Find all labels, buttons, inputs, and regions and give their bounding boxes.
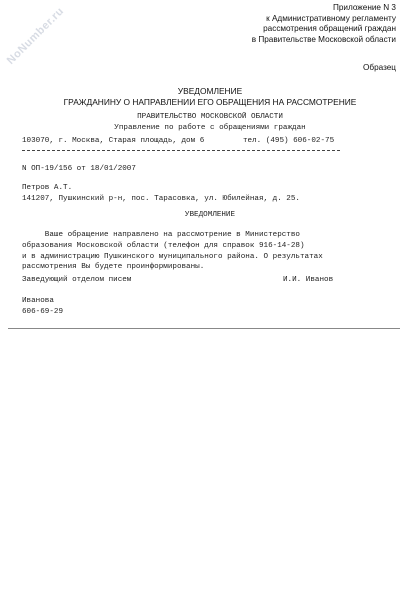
- address-divider: [22, 150, 340, 151]
- body-line-3: и в администрацию Пушкинского муниципального района. О результатах: [22, 252, 323, 261]
- org-name: ПРАВИТЕЛЬСТВО МОСКОВСКОЙ ОБЛАСТИ: [137, 113, 283, 121]
- signer-name: И.И. Иванов: [283, 276, 334, 284]
- watermark: NoNumber.ru: [4, 5, 67, 67]
- appendix-line-4: в Правительстве Московской области: [251, 34, 396, 44]
- appendix-line-2: к Административному регламенту: [266, 13, 396, 23]
- document-title: [0, 86, 420, 107]
- notice-heading: УВЕДОМЛЕНИЕ: [184, 211, 236, 219]
- org-department: Управление по работе с обращениями граждан: [114, 124, 306, 132]
- appendix-block: [252, 3, 396, 45]
- organization-header: [0, 112, 420, 134]
- title-line-2: ГРАЖДАНИНУ О НАПРАВЛЕНИИ ЕГО ОБРАЩЕНИЯ НА РАССМОТРЕНИЕ: [63, 96, 357, 107]
- executor-block: [22, 296, 63, 318]
- recipient-block: [22, 183, 300, 205]
- title-line-1: УВЕДОМЛЕНИЕ: [177, 86, 243, 96]
- body-line-1: Ваше обращение направлено на рассмотрение в Министерство: [22, 231, 300, 239]
- sample-label: Образец: [363, 63, 396, 72]
- recipient-address: 141207, Пушкинский р-н, пос. Тарасовка, ул. Юбилейная, д. 25.: [22, 195, 300, 203]
- notice-body: [22, 230, 342, 273]
- appendix-line-3: рассмотрения обращений граждан: [263, 24, 396, 33]
- recipient-name: Петров А.Т.: [22, 184, 73, 192]
- org-phone: тел. (495) 606-02-75: [243, 137, 335, 145]
- body-line-2: образования Московской области (телефон для справок 916-14-28): [22, 241, 305, 250]
- executor-name: Иванова: [22, 297, 54, 305]
- appendix-line-1: Приложение N 3: [332, 3, 396, 12]
- signer-position: Заведующий отделом писем: [22, 276, 132, 284]
- reference-number: N ОП-19/156 от 18/01/2007: [22, 165, 136, 173]
- executor-phone: 606-69-29: [22, 307, 64, 316]
- body-line-4: рассмотрения Вы будете проинформированы.: [22, 263, 205, 272]
- org-address: 103070, г. Москва, Старая площадь, дом 6: [22, 137, 205, 145]
- page-bottom-rule: [8, 328, 400, 329]
